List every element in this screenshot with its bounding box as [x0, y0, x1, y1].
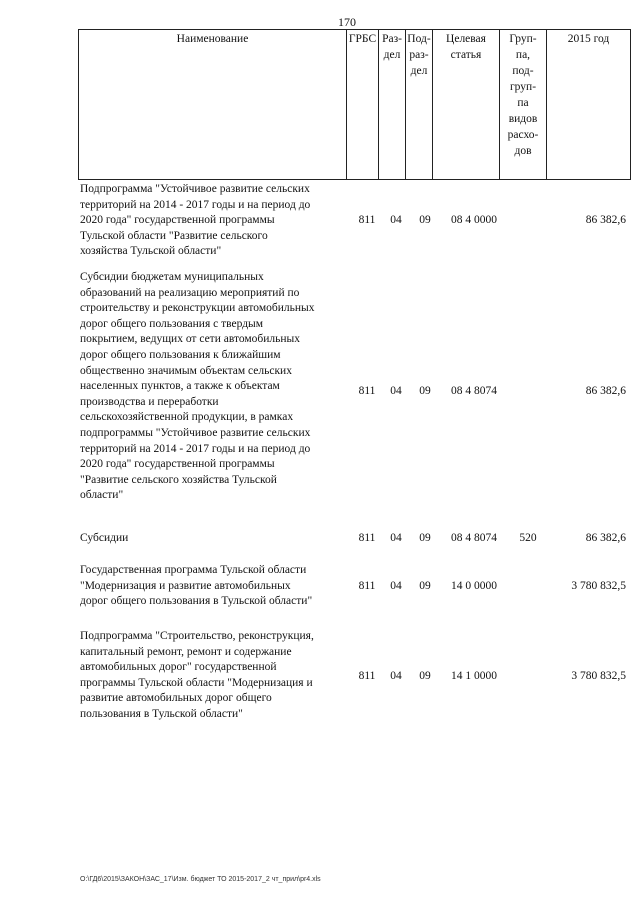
row-razdel: 04 [390, 670, 402, 682]
row-target: 08 4 8074 [451, 532, 497, 544]
row-target: 14 0 0000 [451, 580, 497, 592]
row-grbs: 811 [358, 532, 376, 544]
row-target: 14 1 0000 [451, 670, 497, 682]
row-group: 520 [519, 532, 537, 544]
row-podrazdel: 09 [419, 385, 431, 397]
header-grbs: ГРБС [347, 30, 379, 180]
row-amount: 86 382,6 [585, 532, 626, 544]
header-podrazdel: Под- раз- дел [406, 30, 433, 180]
row-amount: 3 780 832,5 [571, 670, 626, 682]
row-grbs: 811 [358, 580, 376, 592]
header-name: Наименование [79, 30, 347, 180]
row-target: 08 4 0000 [451, 214, 497, 226]
row-amount: 86 382,6 [585, 214, 626, 226]
row-name: Субсидии бюджетам муниципальных образований на реализацию мероприятий по строительству и реконструкции автомобильных дорог общего пользования с твердым покрытием, ведущих от сети автомобильных дорог общего пользования к ближайшим общественно значимым объектам сельских населенных пунктов, а также к объектам производства и переработки сельскохозяйственной продукции, в рамках подпрограммы "Устойчивое развитие сельских территорий на 2014 - 2017 годы и на период до 2020 года" государственной программы "Развитие сельского хозяйства Тульской области" [80, 271, 315, 502]
row-razdel: 04 [390, 580, 402, 592]
row-podrazdel: 09 [419, 670, 431, 682]
row-target: 08 4 8074 [451, 385, 497, 397]
table-header [78, 29, 631, 180]
row-grbs: 811 [358, 670, 376, 682]
row-name: Государственная программа Тульской области "Модернизация и развитие автомобильных дорог общего пользования в Тульской области" [80, 564, 313, 608]
row-podrazdel: 09 [419, 532, 431, 544]
row-grbs: 811 [358, 214, 376, 226]
page-number: 170 [338, 15, 356, 29]
row-grbs: 811 [358, 385, 376, 397]
row-name: Подпрограмма "Устойчивое развитие сельских территорий на 2014 - 2017 годы и на период до 2020 года" государственной программы Тульской области "Развитие сельского хозяйства Тульской области" [80, 183, 311, 258]
header-group: Груп- па, под- груп- па видов расхо- дов [500, 30, 547, 180]
row-name: Субсидии [80, 532, 129, 544]
row-amount: 3 780 832,5 [571, 580, 626, 592]
row-podrazdel: 09 [419, 580, 431, 592]
header-razdel: Раз- дел [379, 30, 406, 180]
header-year: 2015 год [547, 30, 631, 180]
row-podrazdel: 09 [419, 214, 431, 226]
row-amount: 86 382,6 [585, 385, 626, 397]
row-razdel: 04 [390, 214, 402, 226]
row-razdel: 04 [390, 532, 402, 544]
file-path-footer: О:\ГД6\2015\ЗАКОН\ЗАС_17\Изм. бюджет ТО 2015-2017_2 чт_прил\pr4.xls [80, 876, 321, 883]
row-razdel: 04 [390, 385, 402, 397]
row-name: Подпрограмма "Строительство, реконструкция, капитальный ремонт, ремонт и содержание автомобильных дорог" государственной программы Тульской области "Модернизация и развитие автомобильных дорог общего пользования в Тульской области" [80, 630, 314, 720]
header-target: Целевая статья [433, 30, 500, 180]
